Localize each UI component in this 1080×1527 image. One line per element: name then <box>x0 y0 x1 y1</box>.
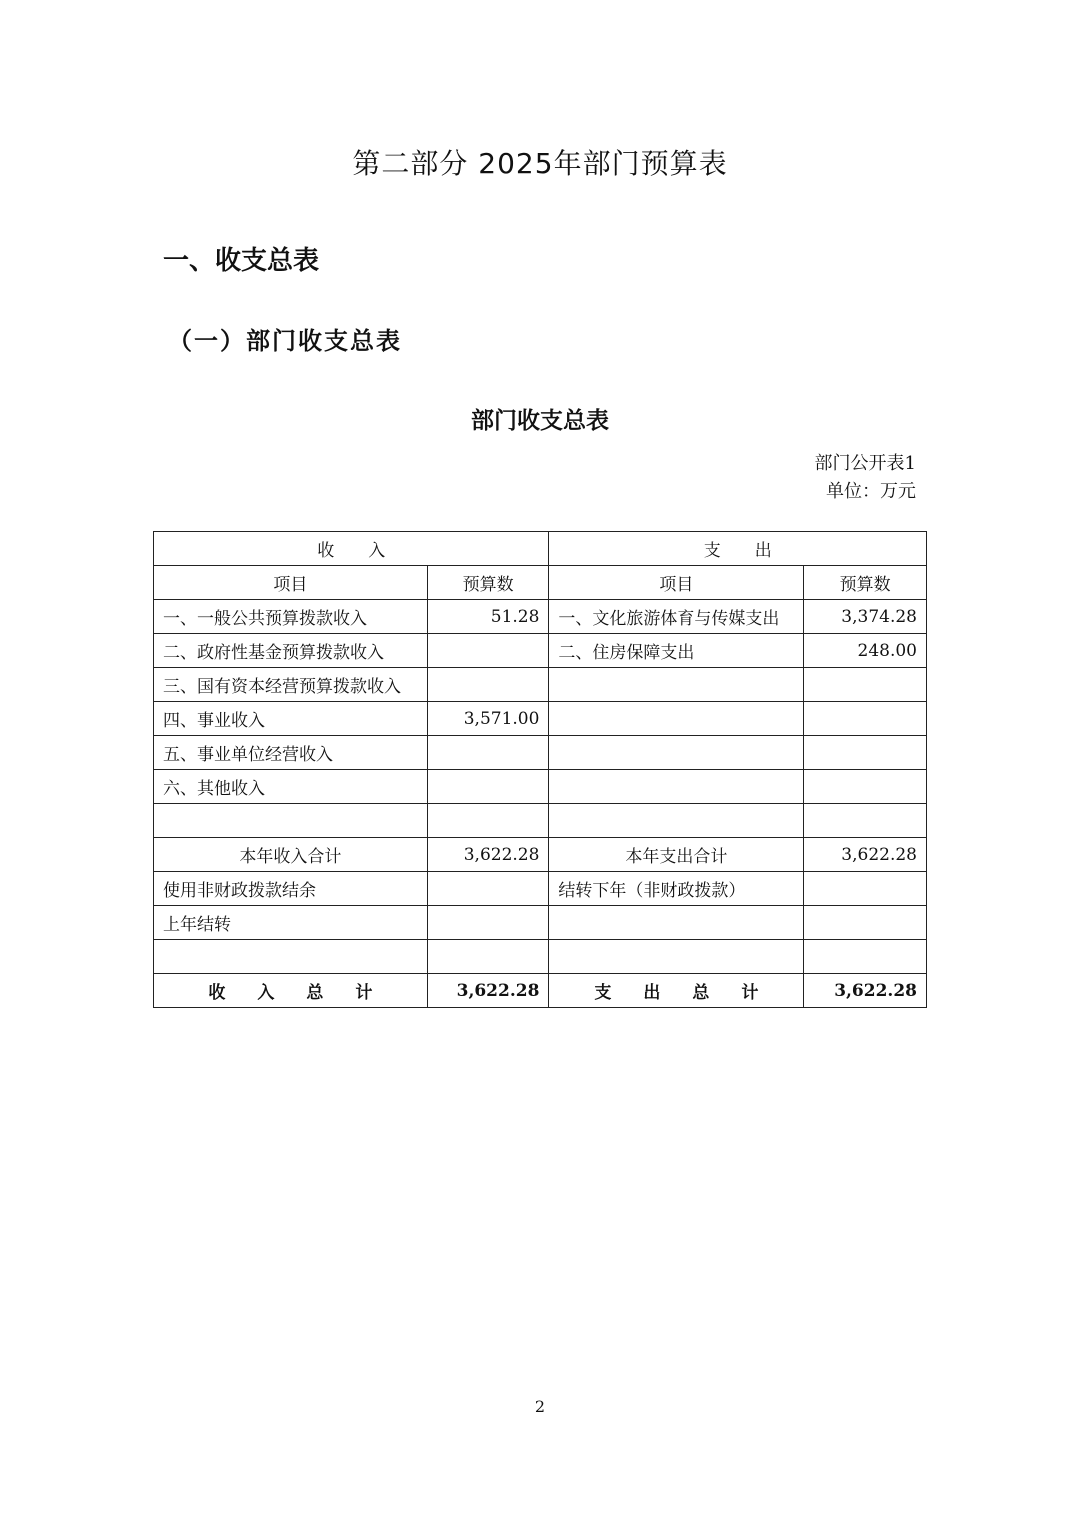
expense-amount <box>804 736 927 770</box>
col-expense-amount: 预算数 <box>804 566 927 600</box>
table-row <box>154 634 927 668</box>
table-header-row <box>154 532 927 566</box>
expense-header: 支出 <box>549 532 927 566</box>
income-total-label: 收入总计 <box>154 974 428 1008</box>
expense-amount: 248.00 <box>804 634 927 668</box>
table-title: 部门收支总表 <box>471 408 609 434</box>
expense-item <box>549 804 804 838</box>
subtotal-row <box>154 838 927 872</box>
table-row <box>154 736 927 770</box>
expense-amount: 3,374.28 <box>804 600 927 634</box>
income-item: 上年结转 <box>154 906 428 940</box>
income-subtotal-amount: 3,622.28 <box>427 838 549 872</box>
income-item: 五、事业单位经营收入 <box>154 736 428 770</box>
budget-summary-table <box>153 531 927 1008</box>
expense-subtotal-amount: 3,622.28 <box>804 838 927 872</box>
income-item: 六、其他收入 <box>154 770 428 804</box>
income-amount <box>427 736 549 770</box>
expense-item <box>549 770 804 804</box>
table-row <box>154 804 927 838</box>
expense-item: 二、住房保障支出 <box>549 634 804 668</box>
table-row <box>154 702 927 736</box>
expense-subtotal-label: 本年支出合计 <box>549 838 804 872</box>
expense-amount <box>804 770 927 804</box>
expense-item: 一、文化旅游体育与传媒支出 <box>549 600 804 634</box>
income-amount <box>427 804 549 838</box>
expense-total-label: 支出总计 <box>549 974 804 1008</box>
table-row <box>154 872 927 906</box>
col-income-amount: 预算数 <box>427 566 549 600</box>
section-title: 一、收支总表 <box>163 246 320 276</box>
expense-amount <box>804 940 927 974</box>
column-header-row <box>154 566 927 600</box>
table-row <box>154 668 927 702</box>
income-subtotal-label: 本年收入合计 <box>154 838 428 872</box>
income-amount <box>427 770 549 804</box>
table-row <box>154 906 927 940</box>
table-row <box>154 770 927 804</box>
expense-item <box>549 702 804 736</box>
unit-label: 单位：万元 <box>826 481 916 502</box>
expense-amount <box>804 906 927 940</box>
table-row <box>154 600 927 634</box>
total-row <box>154 974 927 1008</box>
income-item: 二、政府性基金预算拨款收入 <box>154 634 428 668</box>
income-header: 收入 <box>154 532 549 566</box>
subsection-title: （一）部门收支总表 <box>168 326 402 355</box>
income-amount: 51.28 <box>427 600 549 634</box>
expense-item <box>549 736 804 770</box>
col-income-item: 项目 <box>154 566 428 600</box>
income-total-amount: 3,622.28 <box>427 974 549 1008</box>
income-amount <box>427 940 549 974</box>
income-amount: 3,571.00 <box>427 702 549 736</box>
income-item <box>154 804 428 838</box>
income-amount <box>427 668 549 702</box>
income-item: 一、一般公共预算拨款收入 <box>154 600 428 634</box>
income-amount <box>427 634 549 668</box>
income-item: 四、事业收入 <box>154 702 428 736</box>
expense-item <box>549 940 804 974</box>
page-number: 2 <box>534 1397 546 1416</box>
expense-item <box>549 906 804 940</box>
table-row <box>154 940 927 974</box>
income-amount <box>427 906 549 940</box>
expense-amount <box>804 702 927 736</box>
expense-item <box>549 668 804 702</box>
col-expense-item: 项目 <box>549 566 804 600</box>
expense-amount <box>804 872 927 906</box>
income-amount <box>427 872 549 906</box>
table-code: 部门公开表1 <box>814 453 916 474</box>
income-item: 三、国有资本经营预算拨款收入 <box>154 668 428 702</box>
expense-total-amount: 3,622.28 <box>804 974 927 1008</box>
expense-amount <box>804 804 927 838</box>
expense-item: 结转下年（非财政拨款） <box>549 872 804 906</box>
part-title: 第二部分 2025年部门预算表 <box>352 147 728 180</box>
income-item <box>154 940 428 974</box>
expense-amount <box>804 668 927 702</box>
income-item: 使用非财政拨款结余 <box>154 872 428 906</box>
